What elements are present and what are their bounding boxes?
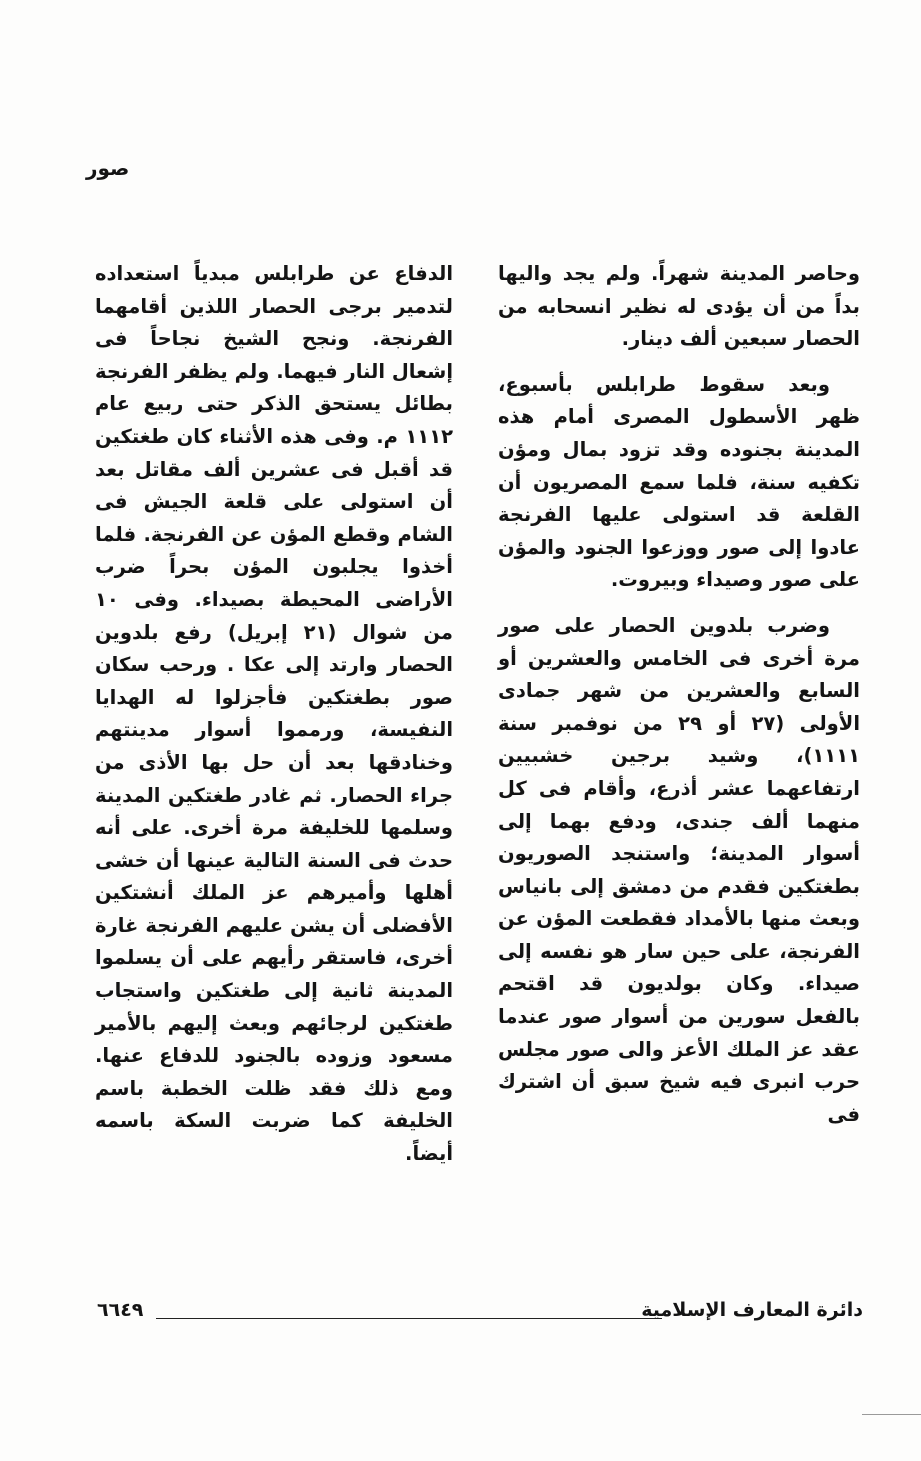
page-footer (97, 1293, 863, 1331)
left-column (95, 258, 453, 1184)
page-number: ٦٦٤٩ (97, 1299, 144, 1321)
paragraph: وضرب بلدوين الحصار على صور مرة أخرى فى الخامس والعشرين أو السابع والعشرين من شهر جمادى الأولى (٢٧ أو ٢٩ من نوفمبر سنة ١١١١)، وشيد برجين خشبيين ارتفاعهما عشر أذرع، وأقام فى كل منهما ألف جندى، ودفع بهما إلى أسوار المدينة؛ واستنجد الصوريون بطغتكين فقدم من دمشق إلى بانياس وبعث منها بالأمداد فقطعت المؤن عن الفرنجة، على حين سار هو نفسه إلى صيداء. وكان بولديون قد اقتحم بالفعل سورين من أسوار صور عندما عقد عز الملك الأعز والى صور مجلس حرب انبرى فيه شيخ سبق أن اشترك فى (498, 613, 860, 1126)
edge-mark-divider (862, 1414, 921, 1415)
publication-title: دائرة المعارف الإسلامية (641, 1299, 863, 1321)
paragraph: الدفاع عن طرابلس مبدياً استعداده لتدمير برجى الحصار اللذين أقامهما الفرنجة. ونجح الشيخ نجاحاً فى إشعال النار فيهما. ولم يظفر الفرنجة بطائل يستحق الذكر حتى ربيع عام ١١١٢ م. وفى هذه الأثناء كان طغتكين قد أقبل فى عشرين ألف مقاتل بعد أن استولى على قلعة الجيش فى الشام وقطع المؤن عن الفرنجة. فلما أخذوا يجلبون المؤن بحراً ضرب الأراضى المحيطة بصيداء. وفى ١٠ من شوال (٢١ إبريل) رفع بلدوين الحصار وارتد إلى عكا . ورحب سكان صور بطغتكين فأجزلوا له الهدايا النفيسة، ورمموا أسوار مدينتهم وخنادقها بعد أن حل بها الأذى من جراء الحصار. ثم غادر طغتكين المدينة وسلمها للخليفة مرة أخرى. على أنه حدث فى السنة التالية عينها أن خشى أهلها وأميرهم عز الملك أنشتكين الأفضلى أن يشن عليهم الفرنجة غارة أخرى، فاستقر رأيهم على أن يسلموا المدينة ثانية إلى طغتكين واستجاب طغتكين لرجائهم وبعث إليهم بالأمير مسعود وزوده بالجنود للدفاع عنها. ومع ذلك فقد ظلت الخطبة باسم الخليفة كما ضربت السكة باسمه أيضاً. (95, 262, 453, 1166)
running-head-title: صور (86, 156, 130, 180)
footer-divider (156, 1318, 662, 1319)
paragraph: وبعد سقوط طرابلس بأسبوع، ظهر الأسطول المصرى أمام هذه المدينة بجنوده وقد تزود بمال ومؤن تكفيه سنة، فلما سمع المصريون أن القلعة قد استولى عليها الفرنجة عادوا إلى صور ووزعوا الجنود والمؤن على صور وصيداء وبيروت. (498, 372, 860, 592)
right-column (498, 258, 860, 1144)
paragraph: وحاصر المدينة شهراً. ولم يجد واليها بداً من أن يؤدى له نظير انسحابه من الحصار سبعين ألف دينار. (498, 262, 860, 351)
